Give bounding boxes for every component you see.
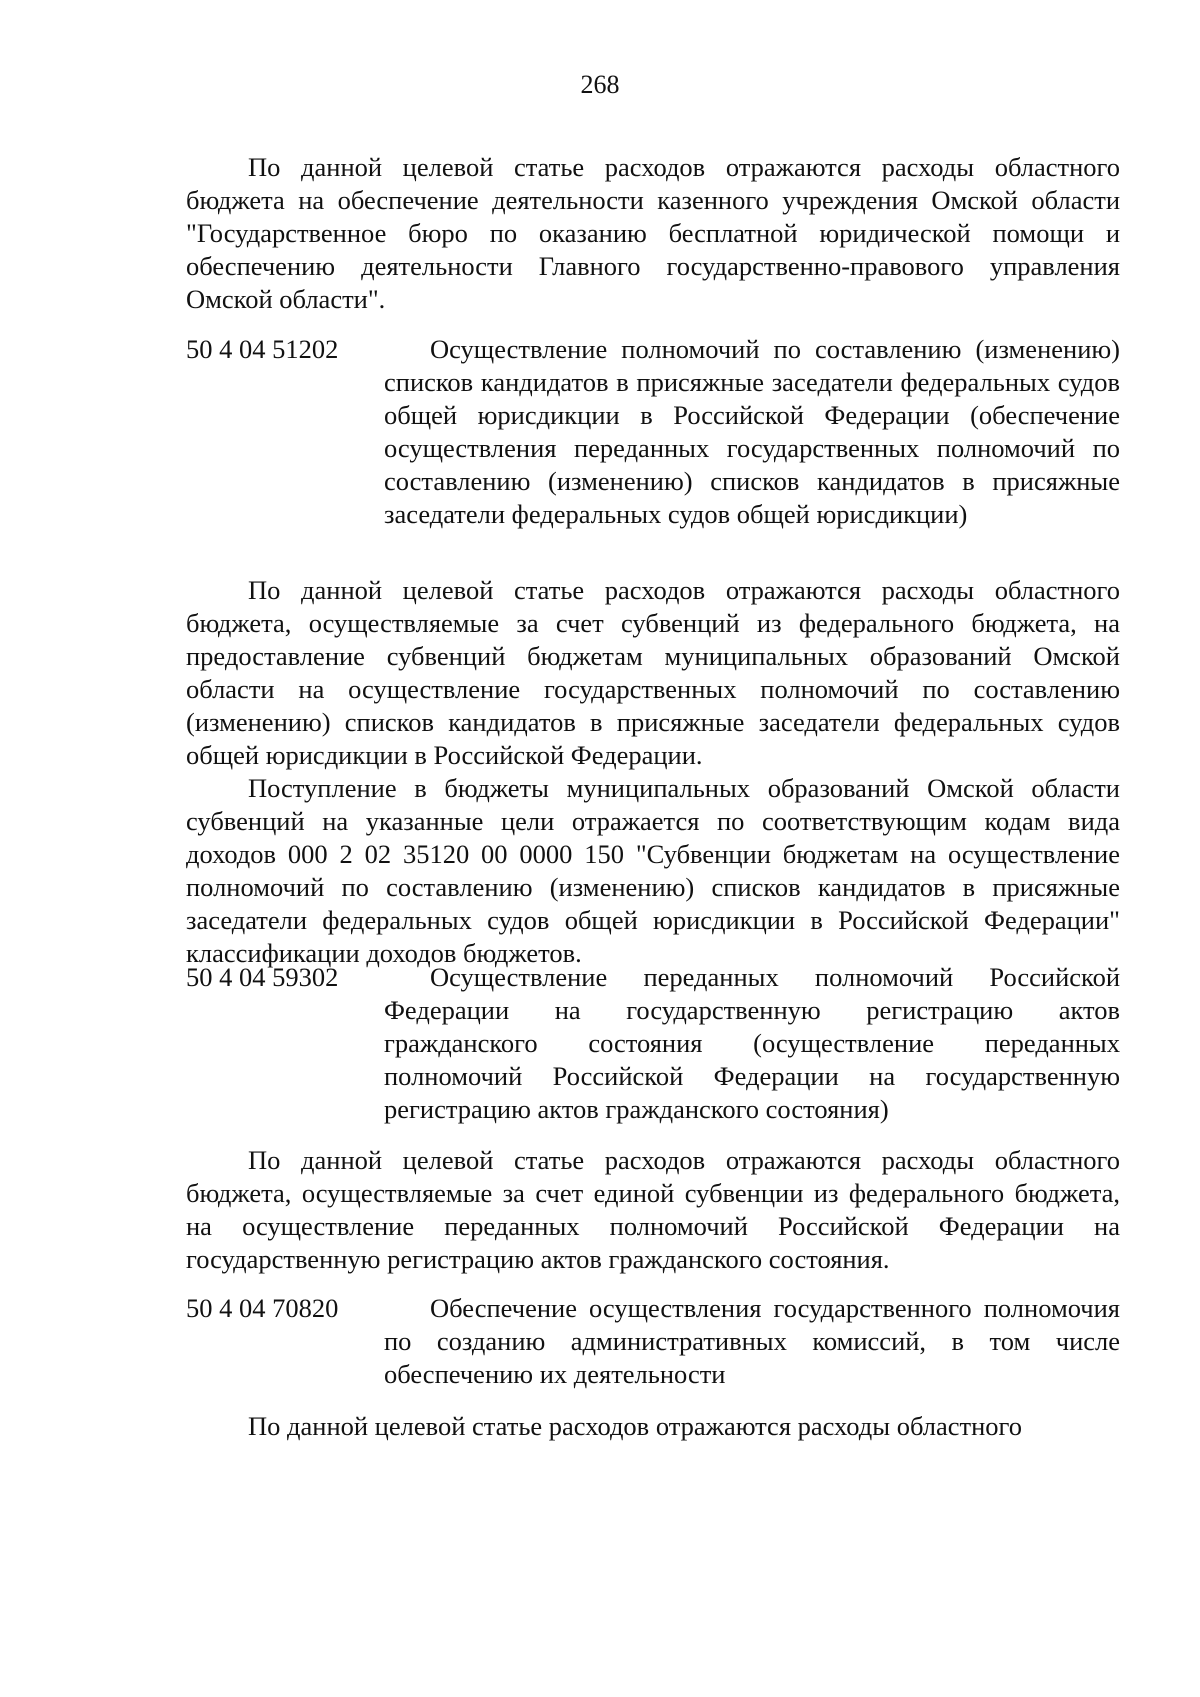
page-number: 268 bbox=[580, 70, 620, 99]
expense-description: Обеспечение осуществления государственного полномочия по созданию административных комиссий, в том числе обеспечению их деятельности bbox=[384, 1293, 1120, 1389]
paragraph-civil-registration: По данной целевой статье расходов отражаются расходы областного бюджета, осуществляемые за счет единой субвенции из федерального бюджета, на осуществление переданных полномочий Российской Федерации на государственную регистрацию актов гражданского состояния. bbox=[186, 1145, 1120, 1274]
expense-entry-70820 bbox=[186, 1292, 1120, 1391]
expense-description: Осуществление переданных полномочий Российской Федерации на государственную регистрацию актов гражданского состояния (осуществление переданных полномочий Российской Федерации на государственную регистрацию актов гражданского состояния) bbox=[384, 962, 1120, 1124]
expense-code: 50 4 04 70820 bbox=[186, 1293, 339, 1323]
paragraph-continuation: По данной целевой статье расходов отражаются расходы областного bbox=[248, 1411, 1022, 1441]
expense-entry-59302 bbox=[186, 961, 1120, 1126]
paragraph-income-codes: Поступление в бюджеты муниципальных образований Омской области субвенций на указанные цели отражается по соответствующим кодам вида доходов 000 2 02 35120 00 0000 150 "Субвенции бюджетам на осуществление полномочий по составлению (изменению) списков кандидатов в присяжные заседатели федеральных судов общей юрисдикции в Российской Федерации" классификации доходов бюджетов. bbox=[186, 773, 1120, 968]
paragraph-budget-bureau: По данной целевой статье расходов отражаются расходы областного бюджета на обеспечение деятельности казенного учреждения Омской области "Государственное бюро по оказанию бесплатной юридической помощи и обеспечению деятельности Главного государственно-правового управления Омской области". bbox=[186, 152, 1120, 314]
paragraph-jurors-subventions: По данной целевой статье расходов отражаются расходы областного бюджета, осуществляемые за счет субвенций из федерального бюджета, на предоставление субвенций бюджетам муниципальных образований Омской области на осуществление государственных полномочий по составлению (изменению) списков кандидатов в присяжные заседатели федеральных судов общей юрисдикции в Российской Федерации. bbox=[186, 575, 1120, 770]
expense-code: 50 4 04 51202 bbox=[186, 334, 339, 364]
expense-description: Осуществление полномочий по составлению (изменению) списков кандидатов в присяжные заседатели федеральных судов общей юрисдикции в Российской Федерации (обеспечение осуществления переданных государственных полномочий по составлению (изменению) списков кандидатов в присяжные заседатели федеральных судов общей юрисдикции) bbox=[384, 334, 1120, 529]
expense-code: 50 4 04 59302 bbox=[186, 962, 339, 992]
expense-entry-51202 bbox=[186, 333, 1120, 531]
